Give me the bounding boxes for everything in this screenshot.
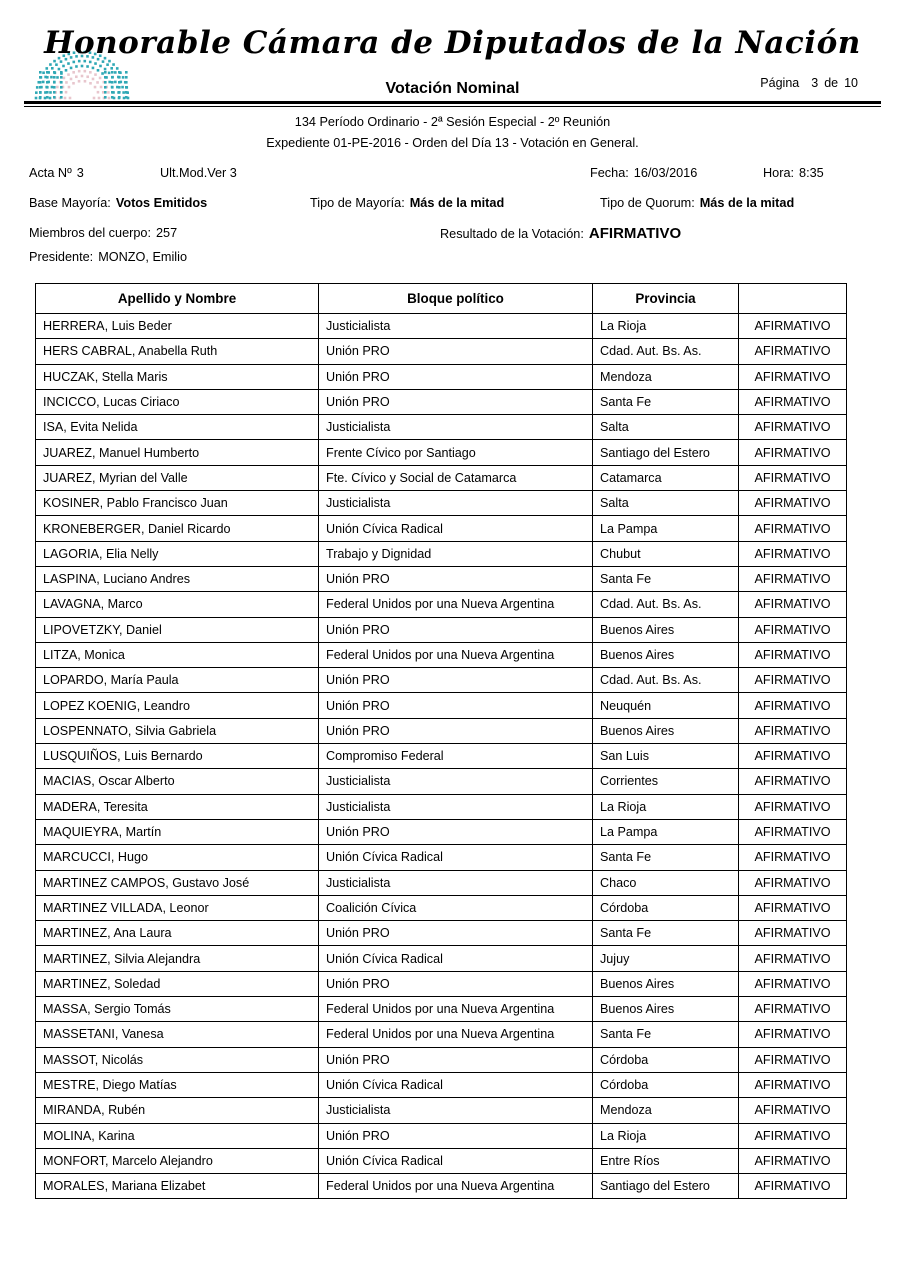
cell-bloque: Justicialista	[319, 769, 593, 794]
cell-nombre: JUAREZ, Myrian del Valle	[36, 465, 319, 490]
hora-label: Hora:	[763, 166, 795, 180]
table-row	[36, 389, 847, 414]
cell-nombre: ISA, Evita Nelida	[36, 415, 319, 440]
cell-provincia: La Pampa	[593, 819, 739, 844]
table-row	[36, 794, 847, 819]
cell-provincia: Cdad. Aut. Bs. As.	[593, 339, 739, 364]
cell-voto: AFIRMATIVO	[739, 794, 847, 819]
presidente-value: MONZO, Emilio	[98, 250, 187, 264]
cell-bloque: Unión PRO	[319, 389, 593, 414]
cell-provincia: Buenos Aires	[593, 997, 739, 1022]
vote-table	[35, 283, 847, 1199]
tipo-mayoria-value: Más de la mitad	[409, 196, 505, 210]
fecha-label: Fecha:	[590, 166, 629, 180]
cell-nombre: MASSOT, Nicolás	[36, 1047, 319, 1072]
cell-provincia: Cdad. Aut. Bs. As.	[593, 592, 739, 617]
table-row	[36, 617, 847, 642]
cell-voto: AFIRMATIVO	[739, 592, 847, 617]
header-divider	[24, 101, 881, 107]
cell-provincia: Cdad. Aut. Bs. As.	[593, 668, 739, 693]
cell-bloque: Unión PRO	[319, 668, 593, 693]
table-header-row	[36, 284, 847, 314]
cell-nombre: MACIAS, Oscar Alberto	[36, 769, 319, 794]
tipo-mayoria-field	[310, 196, 504, 210]
cell-provincia: Buenos Aires	[593, 642, 739, 667]
cell-provincia: Santa Fe	[593, 921, 739, 946]
cell-nombre: MARTINEZ VILLADA, Leonor	[36, 895, 319, 920]
cell-voto: AFIRMATIVO	[739, 566, 847, 591]
base-mayoria-value: Votos Emitidos	[115, 196, 208, 210]
cell-provincia: Catamarca	[593, 465, 739, 490]
cell-bloque: Unión PRO	[319, 566, 593, 591]
session-info	[0, 112, 905, 154]
cell-nombre: MARTINEZ, Soledad	[36, 971, 319, 996]
session-line-period: 134 Período Ordinario - 2ª Sesión Especial - 2º Reunión	[294, 115, 611, 129]
cell-voto: AFIRMATIVO	[739, 465, 847, 490]
table-row	[36, 541, 847, 566]
cell-provincia: Salta	[593, 491, 739, 516]
cell-nombre: MARTINEZ, Silvia Alejandra	[36, 946, 319, 971]
fecha-value: 16/03/2016	[633, 166, 698, 180]
resultado-field	[440, 225, 681, 242]
cell-voto: AFIRMATIVO	[739, 845, 847, 870]
cell-nombre: INCICCO, Lucas Ciriaco	[36, 389, 319, 414]
cell-provincia: Mendoza	[593, 1098, 739, 1123]
cell-provincia: Santa Fe	[593, 1022, 739, 1047]
cell-bloque: Federal Unidos por una Nueva Argentina	[319, 642, 593, 667]
table-row	[36, 895, 847, 920]
presidente-field	[29, 250, 187, 264]
table-row	[36, 440, 847, 465]
base-mayoria-label: Base Mayoría:	[29, 196, 111, 210]
cell-provincia: Buenos Aires	[593, 971, 739, 996]
acta-field	[29, 166, 84, 180]
cell-nombre: KOSINER, Pablo Francisco Juan	[36, 491, 319, 516]
cell-nombre: LOPARDO, María Paula	[36, 668, 319, 693]
acta-value: 3	[76, 166, 84, 180]
cell-bloque: Justicialista	[319, 415, 593, 440]
cell-voto: AFIRMATIVO	[739, 1022, 847, 1047]
cell-voto: AFIRMATIVO	[739, 440, 847, 465]
page-label: Página	[760, 76, 800, 90]
cell-provincia: Córdoba	[593, 1047, 739, 1072]
cell-bloque: Federal Unidos por una Nueva Argentina	[319, 997, 593, 1022]
miembros-value: 257	[156, 226, 178, 240]
cell-provincia: Chaco	[593, 870, 739, 895]
cell-bloque: Coalición Cívica	[319, 895, 593, 920]
cell-nombre: MARTINEZ CAMPOS, Gustavo José	[36, 870, 319, 895]
cell-bloque: Justicialista	[319, 870, 593, 895]
page-title: Honorable Cámara de Diputados de la Nación	[44, 25, 861, 61]
page-total: 10	[844, 76, 858, 90]
cell-voto: AFIRMATIVO	[739, 642, 847, 667]
tipo-quorum-field	[600, 196, 794, 210]
hora-value: 8:35	[799, 166, 824, 180]
cell-nombre: LOSPENNATO, Silvia Gabriela	[36, 718, 319, 743]
table-row	[36, 1022, 847, 1047]
cell-voto: AFIRMATIVO	[739, 389, 847, 414]
page-indicator	[757, 76, 861, 90]
cell-nombre: MARCUCCI, Hugo	[36, 845, 319, 870]
cell-nombre: MORALES, Mariana Elizabet	[36, 1174, 319, 1199]
table-row	[36, 364, 847, 389]
cell-bloque: Justicialista	[319, 314, 593, 339]
column-header-bloque: Bloque político	[319, 284, 593, 314]
table-row	[36, 769, 847, 794]
cell-voto: AFIRMATIVO	[739, 744, 847, 769]
table-row	[36, 744, 847, 769]
table-row	[36, 415, 847, 440]
cell-voto: AFIRMATIVO	[739, 1123, 847, 1148]
cell-bloque: Federal Unidos por una Nueva Argentina	[319, 1174, 593, 1199]
ultima-modificacion-value: Ult.Mod.Ver 3	[160, 166, 237, 180]
table-row	[36, 592, 847, 617]
cell-nombre: LOPEZ KOENIG, Leandro	[36, 693, 319, 718]
table-header	[36, 284, 847, 314]
cell-bloque: Unión PRO	[319, 1123, 593, 1148]
cell-voto: AFIRMATIVO	[739, 1047, 847, 1072]
cell-nombre: MASSA, Sergio Tomás	[36, 997, 319, 1022]
tipo-quorum-label: Tipo de Quorum:	[600, 196, 695, 210]
cell-voto: AFIRMATIVO	[739, 971, 847, 996]
cell-provincia: Jujuy	[593, 946, 739, 971]
table-body	[36, 314, 847, 1199]
cell-nombre: MIRANDA, Rubén	[36, 1098, 319, 1123]
cell-bloque: Justicialista	[319, 1098, 593, 1123]
cell-voto: AFIRMATIVO	[739, 668, 847, 693]
cell-provincia: Córdoba	[593, 1072, 739, 1097]
cell-provincia: La Rioja	[593, 1123, 739, 1148]
table-row	[36, 668, 847, 693]
cell-provincia: San Luis	[593, 744, 739, 769]
cell-voto: AFIRMATIVO	[739, 491, 847, 516]
cell-bloque: Unión Cívica Radical	[319, 1148, 593, 1173]
miembros-label: Miembros del cuerpo:	[29, 226, 151, 240]
table-row	[36, 566, 847, 591]
table-row	[36, 845, 847, 870]
table-row	[36, 946, 847, 971]
cell-provincia: Córdoba	[593, 895, 739, 920]
meta-row-mayoria	[0, 196, 905, 226]
cell-bloque: Justicialista	[319, 794, 593, 819]
cell-nombre: LUSQUIÑOS, Luis Bernardo	[36, 744, 319, 769]
acta-label: Acta Nº	[29, 166, 72, 180]
cell-nombre: LIPOVETZKY, Daniel	[36, 617, 319, 642]
cell-bloque: Unión Cívica Radical	[319, 1072, 593, 1097]
cell-nombre: MASSETANI, Vanesa	[36, 1022, 319, 1047]
cell-voto: AFIRMATIVO	[739, 364, 847, 389]
table-row	[36, 516, 847, 541]
cell-voto: AFIRMATIVO	[739, 1072, 847, 1097]
cell-nombre: JUAREZ, Manuel Humberto	[36, 440, 319, 465]
cell-voto: AFIRMATIVO	[739, 997, 847, 1022]
page-of-label: de	[824, 76, 839, 90]
resultado-label: Resultado de la Votación:	[440, 227, 584, 241]
cell-bloque: Unión PRO	[319, 693, 593, 718]
cell-provincia: Santa Fe	[593, 845, 739, 870]
status-badge: AFIRMATIVO	[588, 225, 682, 242]
meta-row-presidente	[0, 250, 905, 286]
cell-nombre: MADERA, Teresita	[36, 794, 319, 819]
table-row	[36, 339, 847, 364]
cell-nombre: MAQUIEYRA, Martín	[36, 819, 319, 844]
cell-bloque: Unión Cívica Radical	[319, 845, 593, 870]
table-row	[36, 465, 847, 490]
cell-bloque: Unión PRO	[319, 921, 593, 946]
cell-bloque: Unión Cívica Radical	[319, 946, 593, 971]
cell-nombre: HUCZAK, Stella Maris	[36, 364, 319, 389]
table-row	[36, 1123, 847, 1148]
cell-voto: AFIRMATIVO	[739, 870, 847, 895]
cell-provincia: Santa Fe	[593, 389, 739, 414]
cell-voto: AFIRMATIVO	[739, 895, 847, 920]
cell-bloque: Unión PRO	[319, 1047, 593, 1072]
cell-bloque: Unión PRO	[319, 364, 593, 389]
cell-voto: AFIRMATIVO	[739, 617, 847, 642]
cell-voto: AFIRMATIVO	[739, 946, 847, 971]
cell-bloque: Unión PRO	[319, 617, 593, 642]
cell-voto: AFIRMATIVO	[739, 819, 847, 844]
cell-nombre: LAVAGNA, Marco	[36, 592, 319, 617]
column-header-provincia: Provincia	[593, 284, 739, 314]
cell-voto: AFIRMATIVO	[739, 693, 847, 718]
cell-voto: AFIRMATIVO	[739, 921, 847, 946]
column-header-nombre: Apellido y Nombre	[36, 284, 319, 314]
cell-nombre: MOLINA, Karina	[36, 1123, 319, 1148]
cell-nombre: LASPINA, Luciano Andres	[36, 566, 319, 591]
cell-provincia: La Pampa	[593, 516, 739, 541]
cell-voto: AFIRMATIVO	[739, 314, 847, 339]
cell-bloque: Federal Unidos por una Nueva Argentina	[319, 592, 593, 617]
cell-bloque: Unión PRO	[319, 339, 593, 364]
cell-provincia: Santa Fe	[593, 566, 739, 591]
table-row	[36, 314, 847, 339]
cell-nombre: MARTINEZ, Ana Laura	[36, 921, 319, 946]
table-row	[36, 693, 847, 718]
cell-bloque: Fte. Cívico y Social de Catamarca	[319, 465, 593, 490]
cell-voto: AFIRMATIVO	[739, 415, 847, 440]
vote-table-container	[35, 283, 846, 1199]
document-subtitle: Votación Nominal	[385, 80, 520, 97]
cell-voto: AFIRMATIVO	[739, 516, 847, 541]
cell-bloque: Unión Cívica Radical	[319, 516, 593, 541]
table-row	[36, 870, 847, 895]
table-row	[36, 1072, 847, 1097]
cell-bloque: Unión PRO	[319, 718, 593, 743]
cell-bloque: Frente Cívico por Santiago	[319, 440, 593, 465]
cell-provincia: Neuquén	[593, 693, 739, 718]
vote-metadata	[0, 166, 905, 286]
table-row	[36, 718, 847, 743]
table-row	[36, 819, 847, 844]
cell-voto: AFIRMATIVO	[739, 1098, 847, 1123]
base-mayoria-field	[29, 196, 207, 210]
table-row	[36, 921, 847, 946]
document-header	[0, 0, 905, 100]
cell-provincia: Corrientes	[593, 769, 739, 794]
miembros-field	[29, 226, 177, 240]
table-row	[36, 491, 847, 516]
cell-provincia: Santiago del Estero	[593, 440, 739, 465]
cell-voto: AFIRMATIVO	[739, 339, 847, 364]
cell-nombre: MONFORT, Marcelo Alejandro	[36, 1148, 319, 1173]
session-line-expediente: Expediente 01-PE-2016 - Orden del Día 13 - Votación en General.	[266, 136, 639, 150]
cell-bloque: Federal Unidos por una Nueva Argentina	[319, 1022, 593, 1047]
cell-provincia: Salta	[593, 415, 739, 440]
cell-voto: AFIRMATIVO	[739, 541, 847, 566]
tipo-mayoria-label: Tipo de Mayoría:	[310, 196, 405, 210]
cell-bloque: Compromiso Federal	[319, 744, 593, 769]
cell-provincia: Entre Ríos	[593, 1148, 739, 1173]
cell-voto: AFIRMATIVO	[739, 1148, 847, 1173]
table-row	[36, 971, 847, 996]
meta-row-acta	[0, 166, 905, 196]
presidente-label: Presidente:	[29, 250, 94, 264]
cell-provincia: Chubut	[593, 541, 739, 566]
table-row	[36, 1148, 847, 1173]
cell-voto: AFIRMATIVO	[739, 718, 847, 743]
cell-provincia: Mendoza	[593, 364, 739, 389]
hora-field	[763, 166, 824, 180]
fecha-field	[590, 166, 697, 180]
cell-provincia: La Rioja	[593, 314, 739, 339]
table-row	[36, 1047, 847, 1072]
cell-nombre: LAGORIA, Elia Nelly	[36, 541, 319, 566]
table-row	[36, 997, 847, 1022]
cell-provincia: Santiago del Estero	[593, 1174, 739, 1199]
cell-bloque: Unión PRO	[319, 819, 593, 844]
tipo-quorum-value: Más de la mitad	[699, 196, 795, 210]
cell-provincia: Buenos Aires	[593, 718, 739, 743]
table-row	[36, 642, 847, 667]
cell-bloque: Unión PRO	[319, 971, 593, 996]
table-row	[36, 1174, 847, 1199]
cell-voto: AFIRMATIVO	[739, 1174, 847, 1199]
cell-nombre: KRONEBERGER, Daniel Ricardo	[36, 516, 319, 541]
column-header-voto	[739, 284, 847, 314]
table-row	[36, 1098, 847, 1123]
page-current: 3	[811, 76, 819, 90]
cell-voto: AFIRMATIVO	[739, 769, 847, 794]
cell-bloque: Trabajo y Dignidad	[319, 541, 593, 566]
cell-bloque: Justicialista	[319, 491, 593, 516]
cell-provincia: La Rioja	[593, 794, 739, 819]
cell-nombre: MESTRE, Diego Matías	[36, 1072, 319, 1097]
cell-provincia: Buenos Aires	[593, 617, 739, 642]
cell-nombre: HERRERA, Luis Beder	[36, 314, 319, 339]
cell-nombre: LITZA, Monica	[36, 642, 319, 667]
cell-nombre: HERS CABRAL, Anabella Ruth	[36, 339, 319, 364]
